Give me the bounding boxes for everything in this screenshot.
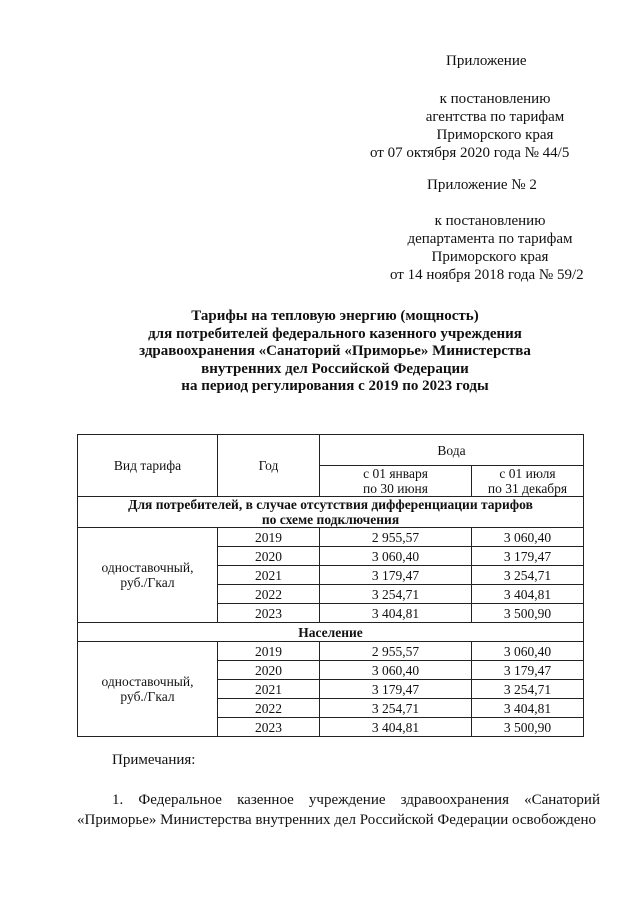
value-cell: 2 955,57 — [320, 528, 472, 547]
note-paragraph-1 — [77, 790, 600, 830]
value-cell: 3 404,81 — [472, 585, 584, 604]
section-header-population: Население — [78, 623, 584, 642]
section-header-consumers: Для потребителей, в случае отсутствия дифференциации тарифов по схеме подключения — [78, 497, 584, 528]
header2-department: департамента по тарифам — [407, 231, 573, 247]
header2-to-resolution: к постановлению — [434, 213, 546, 229]
col-header-year: Год — [218, 435, 320, 497]
header2-date: от 14 ноября 2018 года № 59/2 — [390, 267, 584, 283]
value-cell: 3 254,71 — [320, 585, 472, 604]
tariff-type-cell: одноставочный, руб./Гкал — [78, 528, 218, 623]
value-cell: 3 254,71 — [472, 680, 584, 699]
table-row — [78, 642, 584, 661]
doc-title-line-3: здравоохранения «Санаторий «Приморье» Министерства — [139, 343, 531, 359]
year-cell: 2022 — [218, 585, 320, 604]
value-cell: 3 404,81 — [320, 718, 472, 737]
value-cell: 3 060,40 — [472, 642, 584, 661]
value-cell: 3 179,47 — [472, 661, 584, 680]
value-cell: 3 179,47 — [472, 547, 584, 566]
value-cell: 3 179,47 — [320, 680, 472, 699]
col-header-water: Вода — [320, 435, 584, 466]
table-row — [78, 528, 584, 547]
value-cell: 3 060,40 — [472, 528, 584, 547]
col-header-period-2: с 01 июля по 31 декабря — [472, 466, 584, 497]
appendix-label: Приложение — [446, 53, 527, 69]
year-cell: 2020 — [218, 661, 320, 680]
value-cell: 3 060,40 — [320, 661, 472, 680]
value-cell: 3 179,47 — [320, 566, 472, 585]
tariff-table — [77, 434, 584, 737]
note-line-1: 1. Федеральное казенное учреждение здравоохранения «Санаторий — [112, 792, 600, 808]
doc-title-line-2: для потребителей федерального казенного учреждения — [148, 325, 522, 342]
header2-region: Приморского края — [431, 249, 549, 265]
year-cell: 2023 — [218, 718, 320, 737]
value-cell: 3 404,81 — [320, 604, 472, 623]
value-cell: 2 955,57 — [320, 642, 472, 661]
year-cell: 2021 — [218, 680, 320, 699]
year-cell: 2021 — [218, 566, 320, 585]
header-region: Приморского края — [436, 127, 554, 143]
col-header-period-1: с 01 января по 30 июня — [320, 466, 472, 497]
value-cell: 3 060,40 — [320, 547, 472, 566]
doc-title-line-4: внутренних дел Российской Федерации — [201, 360, 469, 377]
header-agency: агентства по тарифам — [425, 109, 565, 125]
value-cell: 3 500,90 — [472, 718, 584, 737]
value-cell: 3 404,81 — [472, 699, 584, 718]
doc-title-line-1: Тарифы на тепловую энергию (мощность) — [191, 308, 479, 324]
year-cell: 2023 — [218, 604, 320, 623]
value-cell: 3 500,90 — [472, 604, 584, 623]
tariff-type-cell: одноставочный, руб./Гкал — [78, 642, 218, 737]
appendix2-label: Приложение № 2 — [427, 177, 537, 193]
year-cell: 2019 — [218, 528, 320, 547]
doc-title-line-5: на период регулирования с 2019 по 2023 годы — [181, 378, 489, 394]
note-line-2: «Приморье» Министерства внутренних дел Российской Федерации освобождено — [77, 812, 596, 828]
year-cell: 2019 — [218, 642, 320, 661]
notes-title: Примечания: — [112, 752, 196, 768]
value-cell: 3 254,71 — [320, 699, 472, 718]
year-cell: 2020 — [218, 547, 320, 566]
header-date: от 07 октября 2020 года № 44/5 — [370, 145, 570, 161]
year-cell: 2022 — [218, 699, 320, 718]
col-header-tariff: Вид тарифа — [78, 435, 218, 497]
value-cell: 3 254,71 — [472, 566, 584, 585]
header-to-resolution: к постановлению — [439, 91, 551, 107]
